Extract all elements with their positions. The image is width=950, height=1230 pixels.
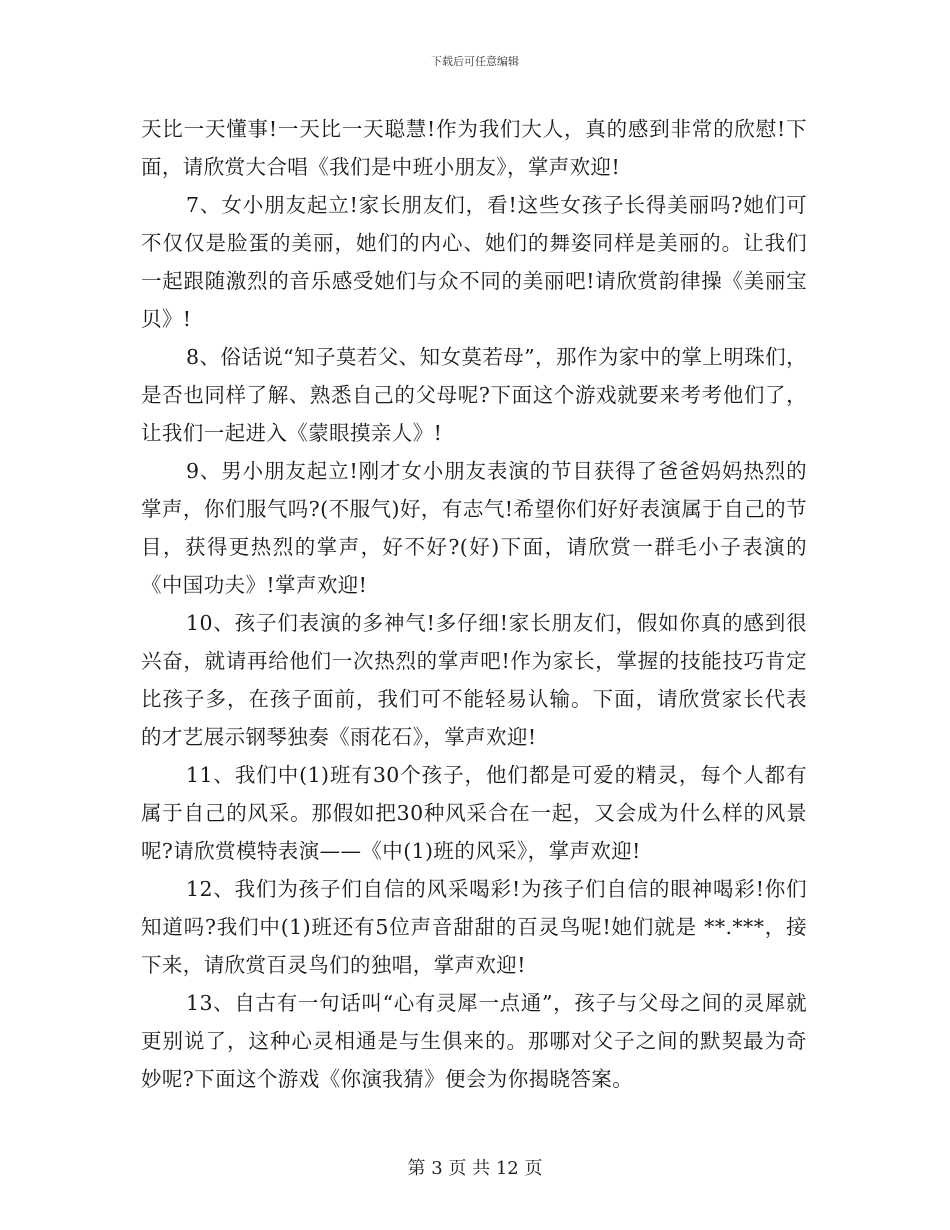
paragraph-item-11: 11、我们中(1)班有30个孩子，他们都是可爱的精灵，每个人都有属于自己的风采。那假如把30种风采合在一起，又会成为什么样的风景呢?请欣赏模特表演——《中(1)班的风采》，掌声欢迎! — [141, 763, 807, 863]
paragraph-item-10: 10、孩子们表演的多神气!多仔细!家长朋友们，假如你真的感到很兴奋，就请再给他们一次热烈的掌声吧!作为家长，掌握的技能技巧肯定比孩子多，在孩子面前，我们可不能轻易认输。下面，请欣赏家长代表的才艺展示钢琴独奏《雨花石》，掌声欢迎! — [141, 611, 807, 749]
paragraph-item-13: 13、自古有一句话叫“心有灵犀一点通”，孩子与父母之间的灵犀就更别说了，这种心灵相通是与生俱来的。那哪对父子之间的默契最为奇妙呢?下面这个游戏《你演我猜》便会为你揭晓答案。 — [141, 991, 807, 1091]
document-body — [141, 110, 807, 1098]
paragraph-item-7: 7、女小朋友起立!家长朋友们，看!这些女孩子长得美丽吗?她们可不仅仅是脸蛋的美丽，她们的内心、她们的舞姿同样是美丽的。让我们一起跟随激烈的音乐感受她们与众不同的美丽吧!请欣赏韵律操《美丽宝贝》! — [141, 193, 807, 331]
page-number-footer: 第 3 页 共 12 页 — [407, 1158, 543, 1179]
page-header: 下载后可任意编辑 — [431, 55, 519, 68]
paragraph-item-9: 9、男小朋友起立!刚才女小朋友表演的节目获得了爸爸妈妈热烈的掌声，你们服气吗?(不服气)好，有志气!希望你们好好表演属于自己的节目，获得更热烈的掌声，好不好?(好)下面，请欣赏一群毛小子表演的《中国功夫》!掌声欢迎! — [141, 459, 807, 597]
paragraph-continuation: 天比一天懂事!一天比一天聪慧!作为我们大人，真的感到非常的欣慰!下面，请欣赏大合唱《我们是中班小朋友》，掌声欢迎! — [141, 117, 807, 179]
paragraph-item-8: 8、俗话说“知子莫若父、知女莫若母”，那作为家中的掌上明珠们，是否也同样了解、熟悉自己的父母呢?下面这个游戏就要来考考他们了，让我们一起进入《蒙眼摸亲人》! — [141, 345, 807, 445]
paragraph-item-12: 12、我们为孩子们自信的风采喝彩!为孩子们自信的眼神喝彩!你们知道吗?我们中(1)班还有5位声音甜甜的百灵鸟呢!她们就是 **.***，接下来，请欣赏百灵鸟们的独唱，掌声欢迎! — [141, 877, 807, 977]
